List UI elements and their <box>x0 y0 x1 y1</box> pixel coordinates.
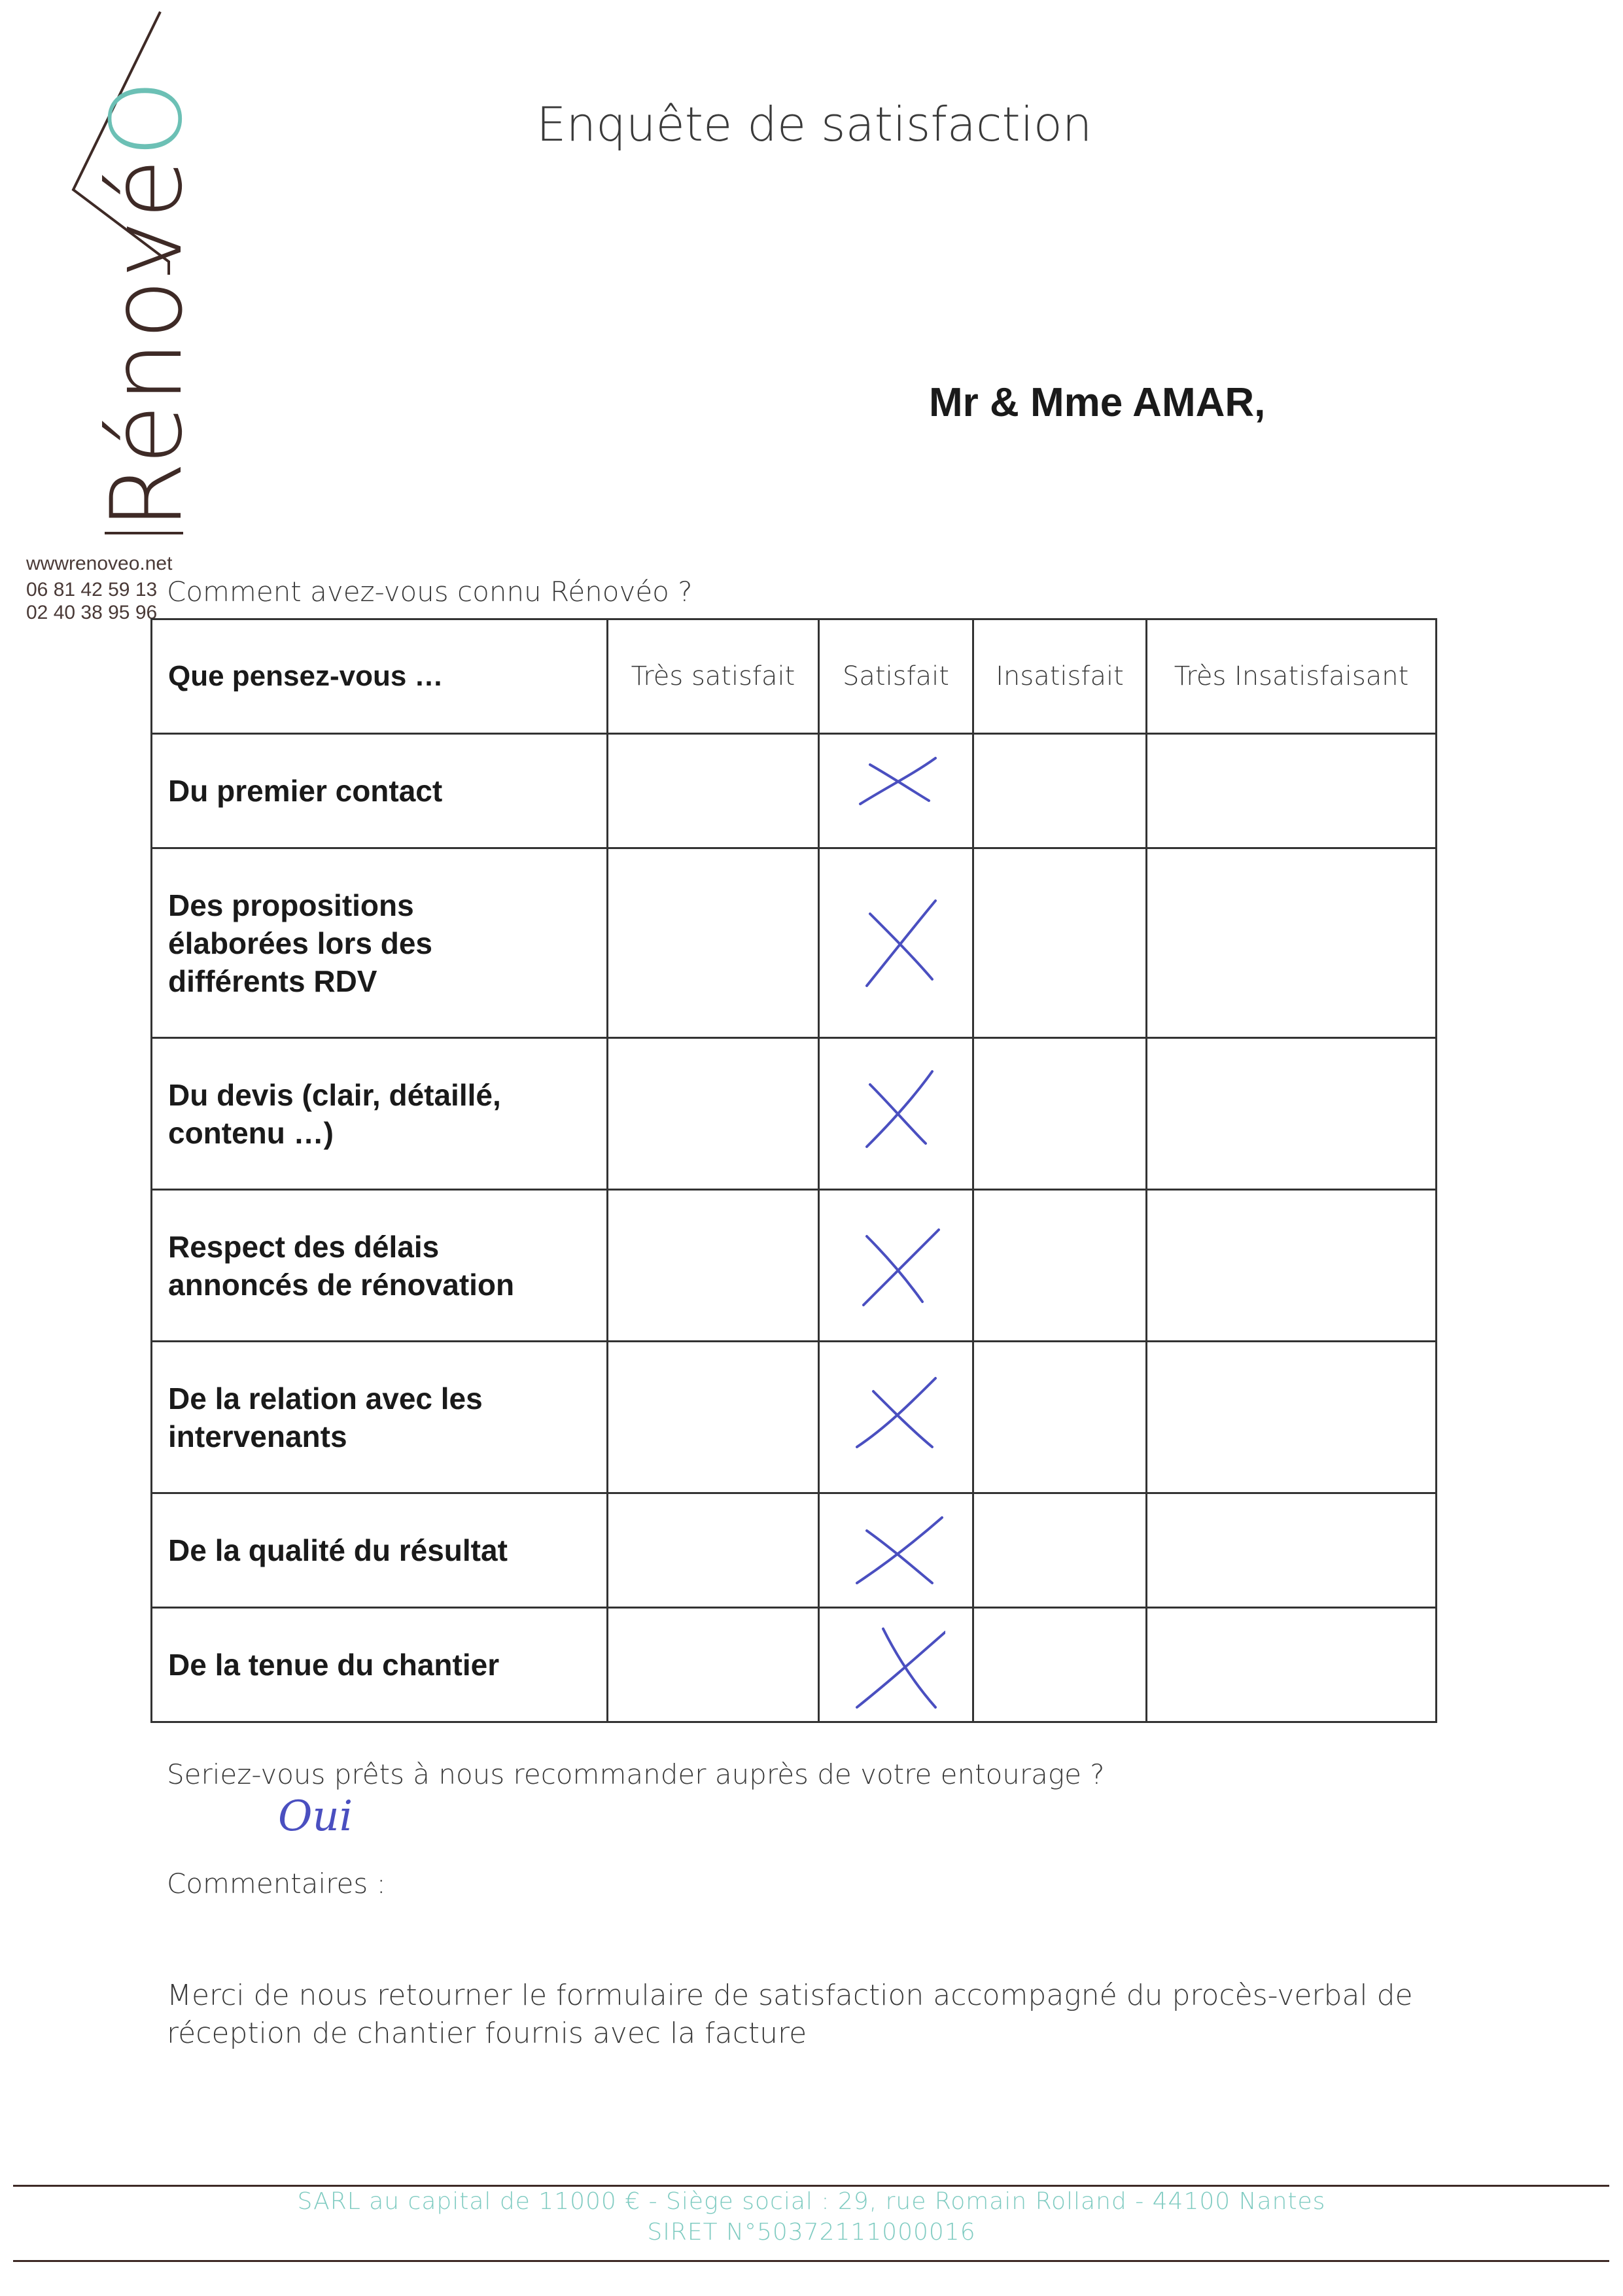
cell-tres-insatisfaisant[interactable] <box>1147 1493 1437 1608</box>
phone-1: 06 81 42 59 13 <box>26 579 158 600</box>
cell-satisfait[interactable] <box>819 734 973 848</box>
closing-line-1: Merci de nous retourner le formulaire de satisfaction accompagné du procès-verbal de <box>167 1979 1413 2012</box>
table-header-row <box>152 619 1437 734</box>
row-label: Respect des délais annoncés de rénovation <box>152 1190 608 1342</box>
question-recommend: Seriez-vous prêts à nous recommander auprès de votre entourage ? <box>167 1758 1105 1790</box>
cell-tres-satisfait[interactable] <box>608 734 819 848</box>
cell-satisfait[interactable] <box>819 1038 973 1190</box>
row-label: Du premier contact <box>152 734 608 848</box>
cell-tres-satisfait[interactable] <box>608 848 819 1038</box>
footer-company: SARL au capital de 11000 € - Siège social : 29, rue Romain Rolland - 44100 Nantes <box>297 2188 1326 2215</box>
table-row <box>152 1190 1437 1342</box>
table-row <box>152 734 1437 848</box>
cell-satisfait[interactable] <box>819 1190 973 1342</box>
cell-tres-insatisfaisant[interactable] <box>1147 848 1437 1038</box>
header-tres-satisfait: Très satisfait <box>608 619 819 734</box>
footer-divider-top <box>13 2185 1609 2187</box>
cell-tres-insatisfaisant[interactable] <box>1147 1608 1437 1722</box>
cell-tres-satisfait[interactable] <box>608 1190 819 1342</box>
cell-tres-satisfait[interactable] <box>608 1342 819 1493</box>
table-row <box>152 1038 1437 1190</box>
satisfaction-table <box>150 618 1437 1723</box>
cell-tres-satisfait[interactable] <box>608 1493 819 1608</box>
cell-satisfait[interactable] <box>819 1493 973 1608</box>
cell-insatisfait[interactable] <box>973 1038 1147 1190</box>
cell-tres-insatisfaisant[interactable] <box>1147 734 1437 848</box>
page-title: Enquête de satisfaction <box>536 97 1092 152</box>
cell-tres-insatisfaisant[interactable] <box>1147 1342 1437 1493</box>
row-label: Du devis (clair, détaillé, contenu …) <box>152 1038 608 1190</box>
cell-insatisfait[interactable] <box>973 1190 1147 1342</box>
cross-mark <box>847 1616 945 1714</box>
phone-2: 02 40 38 95 96 <box>26 602 158 623</box>
cross-mark <box>847 1217 945 1315</box>
cross-mark <box>847 742 945 840</box>
row-label: De la qualité du résultat <box>152 1493 608 1608</box>
cross-mark <box>847 1065 945 1163</box>
table-row <box>152 1493 1437 1608</box>
website-text: wwwrenoveo.net <box>26 553 173 574</box>
client-name: Mr & Mme AMAR, <box>929 380 1266 425</box>
table-row <box>152 848 1437 1038</box>
footer-divider-bottom <box>13 2260 1609 2262</box>
cell-insatisfait[interactable] <box>973 1608 1147 1722</box>
cell-satisfait[interactable] <box>819 848 973 1038</box>
cell-tres-insatisfaisant[interactable] <box>1147 1190 1437 1342</box>
cell-insatisfait[interactable] <box>973 1493 1147 1608</box>
answer-recommend[interactable]: Oui <box>278 1792 353 1841</box>
cell-satisfait[interactable] <box>819 1342 973 1493</box>
cell-satisfait[interactable] <box>819 1608 973 1722</box>
cross-mark <box>847 894 945 992</box>
footer-siret: SIRET N°50372111000016 <box>647 2219 976 2246</box>
cell-tres-satisfait[interactable] <box>608 1608 819 1722</box>
cell-insatisfait[interactable] <box>973 1342 1147 1493</box>
closing-line-2: réception de chantier fournis avec la facture <box>167 2017 807 2050</box>
header-question: Que pensez-vous … <box>152 619 608 734</box>
table-row <box>152 1342 1437 1493</box>
row-label: Des propositions élaborées lors des différents RDV <box>152 848 608 1038</box>
cell-tres-satisfait[interactable] <box>608 1038 819 1190</box>
table-row <box>152 1608 1437 1722</box>
cross-mark <box>847 1501 945 1599</box>
row-label: De la tenue du chantier <box>152 1608 608 1722</box>
comments-label: Commentaires : <box>167 1868 386 1900</box>
question-source: Comment avez-vous connu Rénovéo ? <box>167 576 693 608</box>
logo-renoveo: RénovéO <box>90 78 204 530</box>
cell-insatisfait[interactable] <box>973 734 1147 848</box>
header-tres-insatisfaisant: Très Insatisfaisant <box>1147 619 1437 734</box>
row-label: De la relation avec les intervenants <box>152 1342 608 1493</box>
cell-insatisfait[interactable] <box>973 848 1147 1038</box>
cross-mark <box>847 1368 945 1467</box>
cell-tres-insatisfaisant[interactable] <box>1147 1038 1437 1190</box>
header-insatisfait: Insatisfait <box>973 619 1147 734</box>
header-satisfait: Satisfait <box>819 619 973 734</box>
